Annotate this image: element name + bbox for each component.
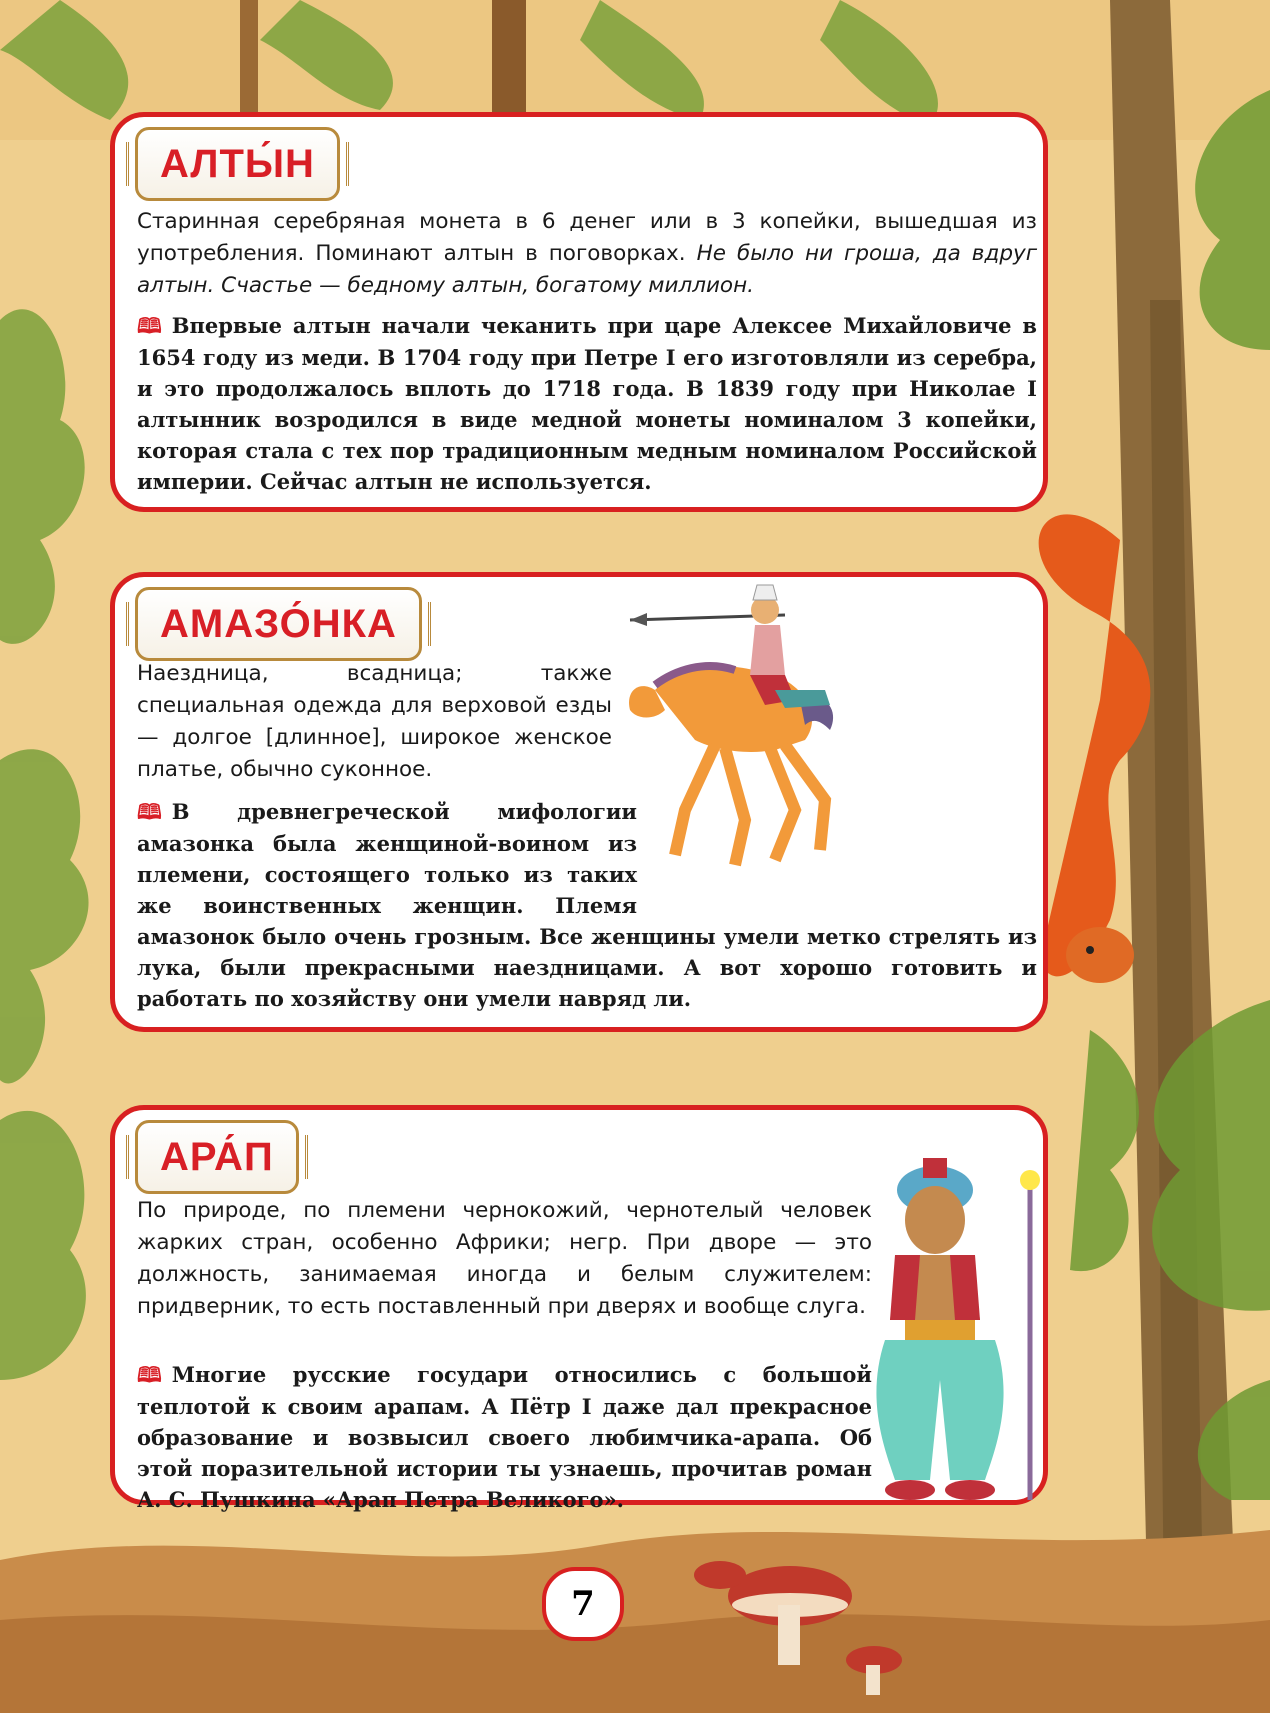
entry-title: АМАЗО́НКА bbox=[160, 601, 397, 646]
entry-card-amazonka bbox=[110, 572, 1048, 1032]
entry-history bbox=[137, 1359, 872, 1515]
entry-title-tag bbox=[135, 587, 422, 661]
entry-history bbox=[137, 796, 1037, 1014]
arap-illustration bbox=[845, 1150, 1045, 1510]
definition-text: Наездница, всадница; также специальная одежда для верховой езды — долгое [длинное], широкое женское платье, обычно суконное. bbox=[137, 661, 612, 782]
entry-history bbox=[137, 310, 1037, 497]
entry-card-altyn bbox=[110, 112, 1048, 512]
definition-text: По природе, по племени чернокожий, чернотелый человек жарких стран, особенно Африки; негр. При дворе — это должность, занимаемая иногда и белым служителем: придверник, то есть поставленный при дверях и вообще слуга. bbox=[137, 1198, 872, 1319]
history-text: Впервые алтын начали чеканить при царе Алексее Михайловиче в 1654 году из меди. В 1704 году при Петре I его изготовляли из серебра, и это продолжалось вплоть до 1718 года. В 1839 году при Николае I алтынник возродился в виде медной монеты номиналом 3 копейки, которая стала с тех пор традиционным медным номиналом Российской империи. Сейчас алтын не используется. bbox=[137, 313, 1037, 494]
definition-text: Старинная серебряная монета в 6 денег или в 3 копейки, вышедшая из употребления. Поминают алтын в поговорках. bbox=[137, 209, 1037, 266]
history-text: В древнегреческой мифологии амазонка была женщиной-воином из племени, состоящего только из таких же воинственных женщин. Племя амазонок было очень грозным. Все женщины умели метко стрелять из лука, были прекрасными наездницами. А вот хорошо готовить и работать по хозяйству они умели навряд ли. bbox=[137, 799, 1037, 1011]
entry-title-tag bbox=[135, 127, 340, 201]
book-icon: 🕮 bbox=[137, 314, 162, 338]
amazon-rider-illustration bbox=[625, 580, 845, 880]
proverbs-text: Не было ни гроша, да вдруг алтын. Счастье — бедному алтын, богатому миллион. bbox=[137, 241, 1037, 298]
history-text-wrapper bbox=[137, 799, 1037, 1011]
history-text: Многие русские государи относились с большой теплотой к своим арапам. А Пётр I даже дал прекрасное образование и возвысил своего любимчика-арапа. Об этой поразительной истории ты узнаешь, прочитав роман А. С. Пушкина «Арап Петра Великого». bbox=[137, 1362, 872, 1512]
book-icon: 🕮 bbox=[137, 1363, 162, 1387]
entry-definition bbox=[137, 658, 612, 786]
entry-title-tag bbox=[135, 1120, 299, 1194]
entry-title: АРА́П bbox=[160, 1134, 274, 1179]
entry-title: АЛТЫ́Н bbox=[160, 141, 315, 186]
entry-definition bbox=[137, 206, 1037, 302]
entry-definition bbox=[137, 1195, 872, 1323]
book-icon: 🕮 bbox=[137, 800, 162, 824]
page-number: 7 bbox=[542, 1567, 624, 1641]
